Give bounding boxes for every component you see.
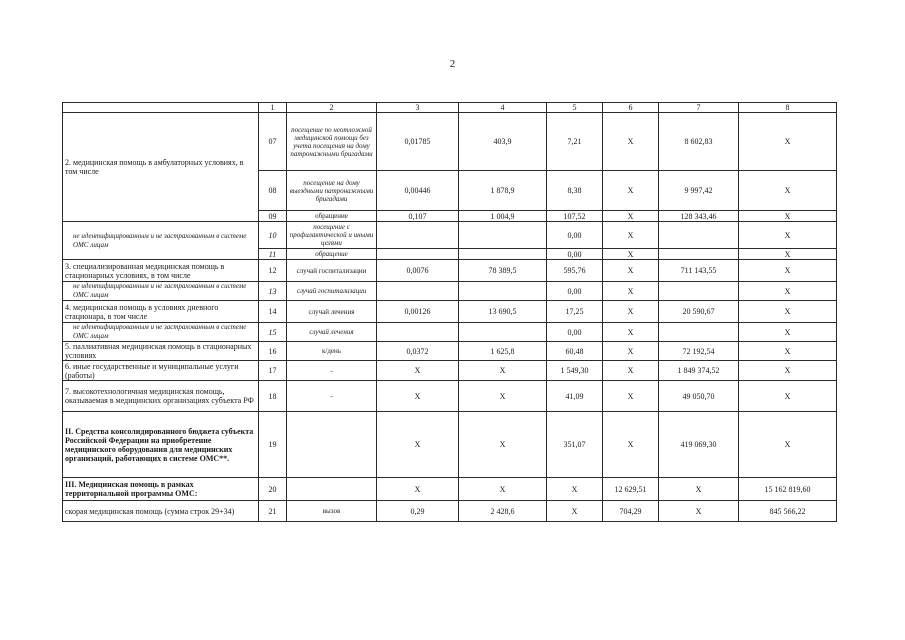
- row-name: III. Медицинская помощь в рамках территориальной программы ОМС:: [63, 478, 259, 501]
- table-row: [63, 113, 837, 171]
- cell: X: [739, 342, 837, 361]
- cell: [459, 249, 547, 260]
- row-code: 18: [259, 381, 287, 412]
- row-unit: -: [287, 381, 377, 412]
- cell: [659, 323, 739, 342]
- cell: 351,07: [547, 412, 603, 478]
- table-row: [63, 222, 837, 249]
- row-code: 08: [259, 171, 287, 211]
- cell: 1 849 374,52: [659, 361, 739, 381]
- header-cell: 7: [659, 103, 739, 113]
- table-row: [63, 301, 837, 323]
- cell: 711 143,55: [659, 260, 739, 282]
- cell: [459, 323, 547, 342]
- cell: 12 629,51: [603, 478, 659, 501]
- cell: 595,76: [547, 260, 603, 282]
- header-cell: 3: [377, 103, 459, 113]
- cell: [659, 249, 739, 260]
- cell: X: [459, 361, 547, 381]
- cell: [377, 222, 459, 249]
- row-unit: случай госпитализации: [287, 282, 377, 301]
- cell: X: [739, 412, 837, 478]
- cell: 419 069,30: [659, 412, 739, 478]
- cell: 0,0372: [377, 342, 459, 361]
- row-name: 3. специализированная медицинская помощь в стационарных условиях, в том числе: [63, 260, 259, 282]
- cell: X: [377, 412, 459, 478]
- cell: 0,29: [377, 501, 459, 522]
- cell: X: [739, 301, 837, 323]
- row-code: 13: [259, 282, 287, 301]
- row-name: 4. медицинская помощь в условиях дневного стационара, в том числе: [63, 301, 259, 323]
- row-unit: вызов: [287, 501, 377, 522]
- row-code: 20: [259, 478, 287, 501]
- cell: X: [739, 249, 837, 260]
- cell: 72 192,54: [659, 342, 739, 361]
- cell: X: [739, 361, 837, 381]
- cell: X: [377, 478, 459, 501]
- cell: 0,107: [377, 211, 459, 222]
- cell: [377, 323, 459, 342]
- table-row: [63, 323, 837, 342]
- header-row: [63, 103, 837, 113]
- cell: X: [377, 361, 459, 381]
- cell: X: [603, 381, 659, 412]
- cell: 60,48: [547, 342, 603, 361]
- cell: X: [739, 113, 837, 171]
- header-cell: 8: [739, 103, 837, 113]
- cell: [659, 282, 739, 301]
- cell: X: [547, 478, 603, 501]
- cell: 9 997,42: [659, 171, 739, 211]
- table-row: [63, 282, 837, 301]
- row-name: 2. медицинская помощь в амбулаторных условиях, в том числе: [63, 113, 259, 222]
- cell: X: [739, 211, 837, 222]
- cell: [377, 249, 459, 260]
- cell: 0,00: [547, 282, 603, 301]
- row-name: 7. высокотехнологичная медицинская помощь, оказываемая в медицинских организациях субъекта РФ: [63, 381, 259, 412]
- row-unit: к/день: [287, 342, 377, 361]
- row-unit: обращение: [287, 249, 377, 260]
- cell: X: [603, 113, 659, 171]
- cell: X: [739, 171, 837, 211]
- row-unit: случай лечения: [287, 301, 377, 323]
- cell: 2 428,6: [459, 501, 547, 522]
- cell: 128 343,46: [659, 211, 739, 222]
- cell: 0,00126: [377, 301, 459, 323]
- cell: 845 566,22: [739, 501, 837, 522]
- row-unit: посещение с профилактической и иными целями: [287, 222, 377, 249]
- cell: X: [603, 249, 659, 260]
- cell: X: [603, 260, 659, 282]
- row-name: не идентифицированным и не застрахованным в системе ОМС лицам: [63, 222, 259, 260]
- cell: X: [377, 381, 459, 412]
- cell: 15 162 819,60: [739, 478, 837, 501]
- cell: X: [603, 171, 659, 211]
- header-cell: 1: [259, 103, 287, 113]
- row-name: не идентифицированным и не застрахованным в системе ОМС лицам: [63, 282, 259, 301]
- cell: 8,38: [547, 171, 603, 211]
- cell: 1 625,8: [459, 342, 547, 361]
- table-row: [63, 260, 837, 282]
- cell: X: [659, 478, 739, 501]
- row-code: 09: [259, 211, 287, 222]
- cell: 49 050,70: [659, 381, 739, 412]
- cell: 403,9: [459, 113, 547, 171]
- cell: 107,52: [547, 211, 603, 222]
- cell: 0,00: [547, 323, 603, 342]
- row-code: 14: [259, 301, 287, 323]
- cell: X: [659, 501, 739, 522]
- table-row: [63, 361, 837, 381]
- cell: [459, 222, 547, 249]
- row-code: 16: [259, 342, 287, 361]
- row-code: 11: [259, 249, 287, 260]
- cell: X: [603, 211, 659, 222]
- header-cell: 2: [287, 103, 377, 113]
- row-unit: [287, 478, 377, 501]
- cell: 20 590,67: [659, 301, 739, 323]
- row-unit: случай лечения: [287, 323, 377, 342]
- cell: X: [459, 381, 547, 412]
- header-cell: 6: [603, 103, 659, 113]
- cell: 8 602,83: [659, 113, 739, 171]
- cell: X: [603, 222, 659, 249]
- cell: X: [547, 501, 603, 522]
- cell: 0,00: [547, 249, 603, 260]
- cell: X: [459, 478, 547, 501]
- table-row: [63, 342, 837, 361]
- header-cell: 4: [459, 103, 547, 113]
- row-unit: -: [287, 361, 377, 381]
- cell: 1 004,9: [459, 211, 547, 222]
- row-name: 5. паллиативная медицинская помощь в стационарных условиях: [63, 342, 259, 361]
- cell: X: [739, 323, 837, 342]
- row-code: 17: [259, 361, 287, 381]
- cell: 0,0076: [377, 260, 459, 282]
- cell: X: [739, 282, 837, 301]
- table-row: [63, 501, 837, 522]
- row-unit: посещение по неотложной медицинской помощи без учета посещения на дому патронажными бригадами: [287, 113, 377, 171]
- row-code: 19: [259, 412, 287, 478]
- row-code: 10: [259, 222, 287, 249]
- cell: X: [739, 381, 837, 412]
- cell: 0,01785: [377, 113, 459, 171]
- row-name: не идентифицированным и не застрахованным в системе ОМС лицам: [63, 323, 259, 342]
- row-name: скорая медицинская помощь (сумма строк 29+34): [63, 501, 259, 522]
- row-code: 07: [259, 113, 287, 171]
- row-unit: обращение: [287, 211, 377, 222]
- cell: 1 878,9: [459, 171, 547, 211]
- cell: X: [603, 361, 659, 381]
- table-row: [63, 381, 837, 412]
- cell: 41,09: [547, 381, 603, 412]
- cell: 704,29: [603, 501, 659, 522]
- table-row: [63, 412, 837, 478]
- cell: [659, 222, 739, 249]
- cell: X: [603, 412, 659, 478]
- cell: X: [603, 301, 659, 323]
- cell: 13 690,5: [459, 301, 547, 323]
- row-code: 12: [259, 260, 287, 282]
- cell: 17,25: [547, 301, 603, 323]
- row-code: 21: [259, 501, 287, 522]
- cell: X: [459, 412, 547, 478]
- cell: 0,00446: [377, 171, 459, 211]
- cell: X: [739, 260, 837, 282]
- header-cell: [63, 103, 259, 113]
- row-name: II. Средства консолидированного бюджета субъекта Российской Федерации на приобретение медицинского оборудования для медицинских организаций, работающих в системе ОМС**.: [63, 412, 259, 478]
- cell: [459, 282, 547, 301]
- row-code: 15: [259, 323, 287, 342]
- cell: 78 389,5: [459, 260, 547, 282]
- cell: X: [603, 342, 659, 361]
- row-unit: случай госпитализации: [287, 260, 377, 282]
- cell: 7,21: [547, 113, 603, 171]
- cell: X: [739, 222, 837, 249]
- row-unit: посещение на дому выездными патронажными бригадами: [287, 171, 377, 211]
- page-number: 2: [449, 58, 456, 70]
- cell: [377, 282, 459, 301]
- cell: 1 549,30: [547, 361, 603, 381]
- financing-table: [62, 102, 837, 522]
- row-unit: [287, 412, 377, 478]
- cell: 0,00: [547, 222, 603, 249]
- cell: X: [603, 323, 659, 342]
- cell: X: [603, 282, 659, 301]
- row-name: 6. иные государственные и муниципальные услуги (работы): [63, 361, 259, 381]
- table-row: [63, 478, 837, 501]
- header-cell: 5: [547, 103, 603, 113]
